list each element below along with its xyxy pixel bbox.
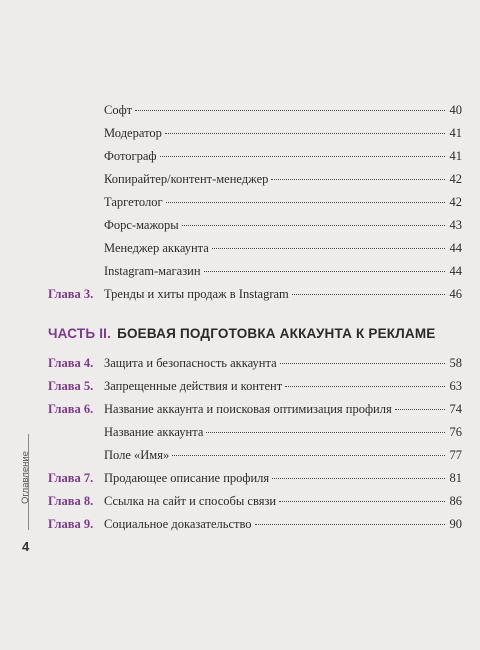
toc-page-number: 44 [449, 241, 462, 255]
toc-row [0, 353, 480, 373]
chapter-label: Глава 8. [48, 494, 94, 508]
toc-title: Поле «Имя» [104, 448, 170, 462]
toc-entry[interactable] [104, 192, 462, 212]
toc-entry[interactable] [104, 169, 462, 189]
dot-leader [280, 362, 445, 364]
dot-leader [165, 132, 445, 134]
toc-title: Социальное доказательство [104, 517, 252, 531]
toc-row [0, 514, 480, 534]
toc-row [0, 399, 480, 419]
dot-leader [160, 155, 445, 157]
dot-leader [279, 500, 445, 502]
toc-title: Название аккаунта и поисковая оптимизация профиля [104, 402, 392, 416]
dot-leader [212, 247, 445, 249]
toc-title: Форс-мажоры [104, 218, 179, 232]
part-title: БОЕВАЯ ПОДГОТОВКА АККАУНТА К РЕКЛАМЕ [117, 326, 436, 341]
toc-row [0, 284, 480, 304]
toc-title: Софт [104, 103, 133, 117]
part-heading[interactable] [48, 326, 436, 341]
toc-title: Фотограф [104, 149, 157, 163]
toc-row [0, 376, 480, 396]
toc-title: Менеджер аккаунта [104, 241, 209, 255]
toc-page-number: 42 [449, 195, 462, 209]
dot-leader [292, 293, 445, 295]
chapter-label: Глава 9. [48, 517, 94, 531]
toc-entry[interactable] [104, 514, 462, 534]
toc-entry[interactable] [104, 215, 462, 235]
dot-leader [255, 523, 445, 525]
toc-entry[interactable] [104, 261, 462, 281]
toc-page-number: 41 [449, 149, 462, 163]
dot-leader [285, 385, 445, 387]
toc-row [0, 445, 480, 465]
toc-page-number: 81 [449, 471, 462, 485]
dot-leader [395, 408, 445, 410]
section-label: Оглавление [20, 451, 31, 504]
toc-entry[interactable] [104, 238, 462, 258]
toc-entry[interactable] [104, 376, 462, 396]
dot-leader [182, 224, 445, 226]
toc-page-number: 90 [449, 517, 462, 531]
toc-page-number: 41 [449, 126, 462, 140]
toc-row [0, 146, 480, 166]
toc-title: Запрещенные действия и контент [104, 379, 283, 393]
toc-page-number: 58 [449, 356, 462, 370]
toc-entry[interactable] [104, 353, 462, 373]
toc-title: Тренды и хиты продаж в Instagram [104, 287, 289, 301]
chapter-label: Глава 6. [48, 402, 94, 416]
dot-leader [206, 431, 445, 433]
toc-row [0, 100, 480, 120]
toc-page-number: 43 [449, 218, 462, 232]
toc-title: Ссылка на сайт и способы связи [104, 494, 277, 508]
toc-title: Продающее описание профиля [104, 471, 270, 485]
toc-title: Защита и безопасность аккаунта [104, 356, 277, 370]
chapter-label: Глава 5. [48, 379, 94, 393]
dot-leader [135, 109, 445, 111]
toc-row [0, 215, 480, 235]
toc-entry[interactable] [104, 146, 462, 166]
toc-page-number: 77 [449, 448, 462, 462]
dot-leader [166, 201, 445, 203]
toc-entry[interactable] [104, 284, 462, 304]
toc-row [0, 238, 480, 258]
toc-page-number: 44 [449, 264, 462, 278]
toc-row [0, 169, 480, 189]
toc-entry[interactable] [104, 123, 462, 143]
toc-row [0, 261, 480, 281]
toc-page-number: 86 [449, 494, 462, 508]
toc-row [0, 422, 480, 442]
chapter-label: Глава 4. [48, 356, 94, 370]
toc-title: Название аккаунта [104, 425, 204, 439]
page-number: 4 [22, 539, 30, 554]
toc-entry[interactable] [104, 422, 462, 442]
toc-page-number: 63 [449, 379, 462, 393]
chapter-label: Глава 7. [48, 471, 94, 485]
toc-title: Instagram-магазин [104, 264, 201, 278]
toc-entry[interactable] [104, 399, 462, 419]
toc-entry[interactable] [104, 445, 462, 465]
toc-page-number: 74 [449, 402, 462, 416]
toc-title: Копирайтер/контент-менеджер [104, 172, 269, 186]
toc-page-number: 40 [449, 103, 462, 117]
toc-row [0, 468, 480, 488]
part-label: ЧАСТЬ II. [48, 326, 112, 341]
toc-title: Таргетолог [104, 195, 163, 209]
chapter-label: Глава 3. [48, 287, 94, 301]
toc-entry[interactable] [104, 468, 462, 488]
toc-entry[interactable] [104, 491, 462, 511]
toc-page-number: 42 [449, 172, 462, 186]
dot-leader [172, 454, 445, 456]
toc-row [0, 123, 480, 143]
toc-row [0, 491, 480, 511]
toc-page-number: 76 [449, 425, 462, 439]
dot-leader [272, 477, 445, 479]
toc-row [0, 192, 480, 212]
toc-entry[interactable] [104, 100, 462, 120]
dot-leader [271, 178, 445, 180]
toc-page-number: 46 [449, 287, 462, 301]
dot-leader [204, 270, 445, 272]
toc-title: Модератор [104, 126, 162, 140]
